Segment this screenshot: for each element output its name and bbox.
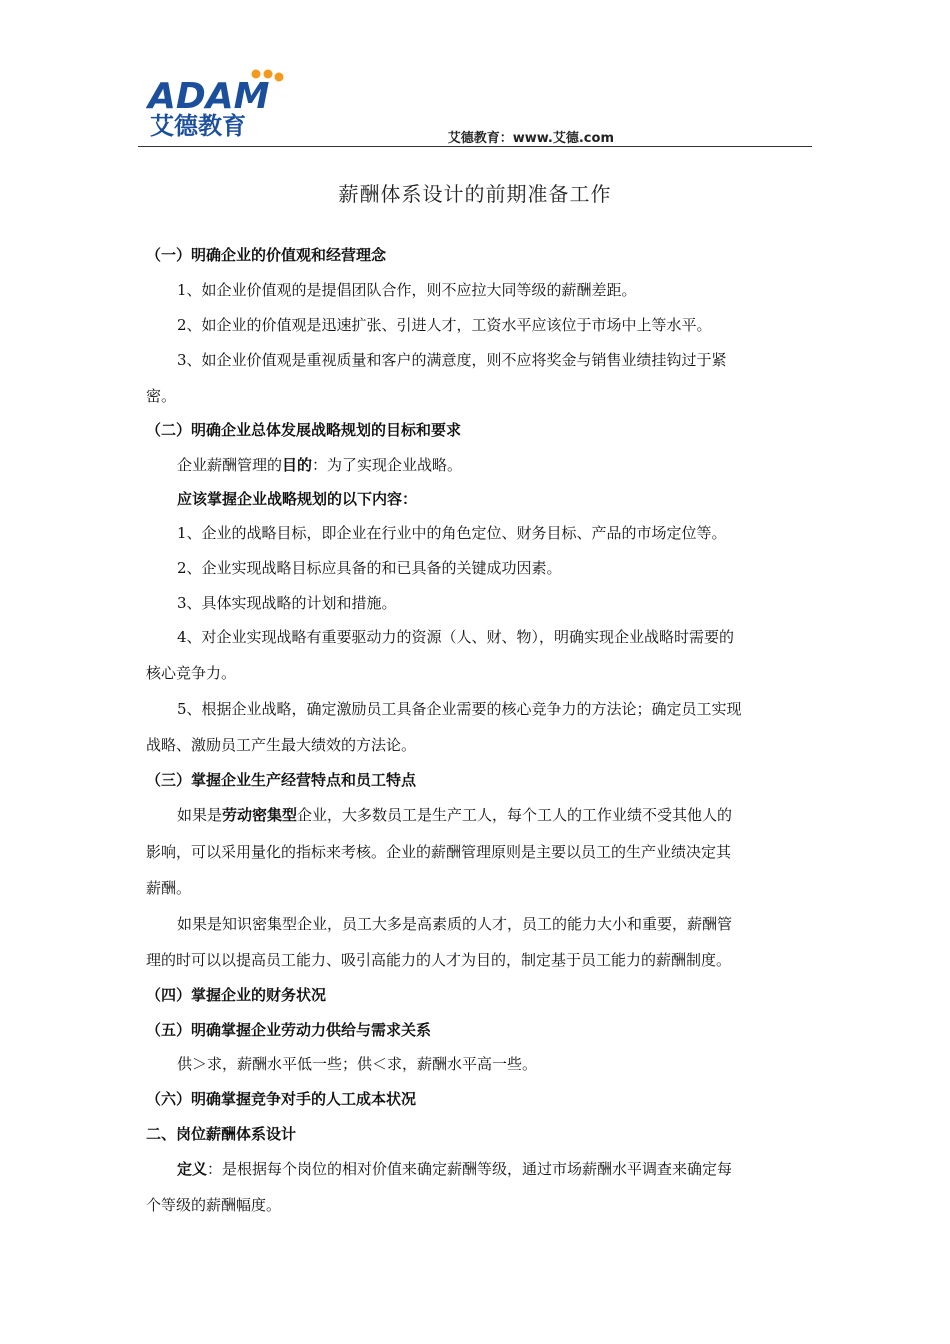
paragraph: 1、如企业价值观的是提倡团队合作，则不应拉大同等级的薪酬差距。 (177, 281, 637, 299)
paragraph: 核心竞争力。 (146, 664, 237, 682)
document-title: 薪酬体系设计的前期准备工作 (338, 182, 612, 206)
bold-term: 目的 (282, 456, 313, 474)
text-run: 企业薪酬管理的 (177, 456, 283, 474)
paragraph: 2、如企业的价值观是迅速扩张、引进人才，工资水平应该位于市场中上等水平。 (177, 316, 712, 334)
section-heading: （五）明确掌握企业劳动力供给与需求关系 (146, 1021, 432, 1039)
subheading: 应该掌握企业战略规划的以下内容： (177, 490, 418, 508)
paragraph: 战略、激励员工产生最大绩效的方法论。 (146, 736, 417, 754)
bold-term: 劳动密集型 (222, 806, 298, 824)
paragraph: 供＞求，薪酬水平低一些；供＜求，薪酬水平高一些。 (177, 1055, 538, 1073)
adam-logo (146, 66, 296, 138)
section-heading: （一）明确企业的价值观和经营理念 (146, 246, 387, 264)
paragraph (177, 805, 732, 825)
header-rule (138, 146, 812, 147)
paragraph: 3、具体实现战略的计划和措施。 (177, 594, 397, 612)
svg-text:艾德教育: 艾德教育 (150, 112, 246, 138)
paragraph: 如果是知识密集型企业，员工大多是高素质的人才，员工的能力大小和重要，薪酬管 (177, 915, 733, 933)
bold-term: 定义 (177, 1160, 208, 1178)
text-run: ：为了实现企业战略。 (312, 456, 463, 474)
paragraph: 个等级的薪酬幅度。 (146, 1196, 282, 1214)
section-heading: 二、岗位薪酬体系设计 (146, 1125, 297, 1143)
text-run: ：是根据每个岗位的相对价值来确定薪酬等级，通过市场薪酬水平调查来确定每 (207, 1160, 733, 1178)
svg-text:ADAM: ADAM (148, 76, 270, 117)
paragraph: 3、如企业价值观是重视质量和客户的满意度，则不应将奖金与销售业绩挂钩过于紧 (177, 351, 727, 369)
paragraph: 影响，可以采用量化的指标来考核。企业的薪酬管理原则是主要以员工的生产业绩决定其 (146, 843, 732, 861)
paragraph (177, 455, 462, 475)
paragraph: 5、根据企业战略，确定激励员工具备企业需要的核心竞争力的方法论；确定员工实现 (177, 700, 742, 718)
page-header (138, 66, 812, 148)
paragraph (177, 1159, 732, 1179)
section-heading: （三）掌握企业生产经营特点和员工特点 (146, 771, 417, 789)
paragraph: 理的时可以以提高员工能力、吸引高能力的人才为目的，制定基于员工能力的薪酬制度。 (146, 951, 732, 969)
section-heading: （四）掌握企业的财务状况 (146, 986, 327, 1004)
paragraph: 4、对企业实现战略有重要驱动力的资源（人、财、物），明确实现企业战略时需要的 (177, 628, 735, 646)
text-run: 如果是 (177, 806, 223, 824)
section-heading: （二）明确企业总体发展战略规划的目标和要求 (146, 421, 462, 439)
paragraph: 1、企业的战略目标，即企业在行业中的角色定位、财务目标、产品的市场定位等。 (177, 524, 727, 542)
text-run: 企业，大多数员工是生产工人，每个工人的工作业绩不受其他人的 (297, 806, 733, 824)
paragraph: 2、企业实现战略目标应具备的和已具备的关键成功因素。 (177, 559, 562, 577)
paragraph: 密。 (146, 387, 177, 405)
section-heading: （六）明确掌握竞争对手的人工成本状况 (146, 1090, 417, 1108)
site-url: 艾德教育：www.艾德.com (447, 131, 614, 146)
paragraph: 薪酬。 (146, 879, 192, 897)
